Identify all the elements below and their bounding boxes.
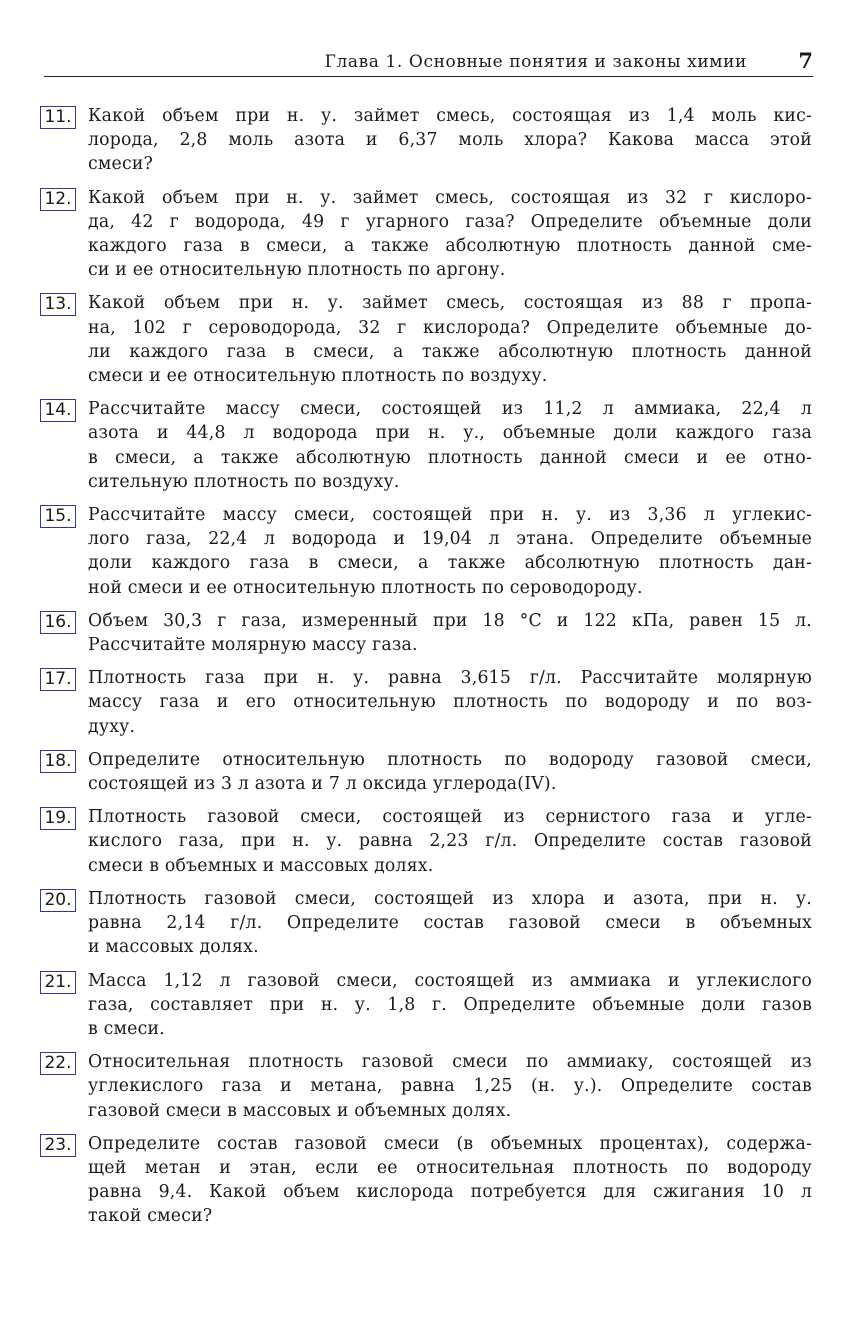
problem-number: 17. <box>40 668 76 691</box>
problem-line: на, 102 г сероводорода, 32 г кислорода? Определите объемные до- <box>88 317 812 338</box>
problem-line: смеси? <box>88 154 154 175</box>
problem-line: газа, составляет при н. у. 1,8 г. Определите объемные доли газов <box>88 994 812 1015</box>
problem-line: Плотность газа при н. у. равна 3,615 г/л. Рассчитайте молярную <box>88 668 812 689</box>
problem-17 <box>40 666 812 739</box>
problem-number: 15. <box>40 505 76 528</box>
problem-line: в смеси. <box>88 1018 165 1039</box>
problem-line: азота и 44,8 л водорода при н. у., объемные доли каждого газа <box>88 423 812 444</box>
problem-line: ли каждого газа в смеси, а также абсолютную плотность данной <box>88 341 812 362</box>
problem-line: Плотность газовой смеси, состоящей из хлора и азота, при н. у. <box>88 888 812 909</box>
problem-line: кислого газа, при н. у. равна 2,23 г/л. Определите состав газовой <box>88 831 812 852</box>
problem-21 <box>40 969 812 1042</box>
problem-line: Определите состав газовой смеси (в объемных процентах), содержа- <box>88 1133 812 1154</box>
problem-line: массу газа и его относительную плотность по водороду и по воз- <box>88 692 812 713</box>
problem-20 <box>40 887 812 960</box>
problem-line: и массовых долях. <box>88 937 259 958</box>
problem-line: газовой смеси в массовых и объемных долях. <box>88 1100 512 1121</box>
problem-line: ной смеси и ее относительную плотность по сероводороду. <box>88 577 643 598</box>
problem-number: 20. <box>40 889 76 912</box>
problem-list <box>40 104 812 1238</box>
problem-line: доли каждого газа в смеси, а также абсолютную плотность дан- <box>88 553 812 574</box>
problem-number: 18. <box>40 750 76 773</box>
running-header <box>44 50 813 77</box>
problem-23 <box>40 1132 812 1229</box>
problem-15 <box>40 503 812 600</box>
problem-line: Объем 30,3 г газа, измеренный при 18 °С и 122 кПа, равен 15 л. <box>88 610 812 631</box>
problem-number: 14. <box>40 399 76 422</box>
problem-line: смеси в объемных и массовых долях. <box>88 855 434 876</box>
problem-18 <box>40 748 812 796</box>
chapter-title: Глава 1. Основные понятия и законы химии <box>324 52 747 72</box>
problem-line: Определите относительную плотность по водороду газовой смеси, <box>88 749 812 770</box>
problem-22 <box>40 1050 812 1123</box>
problem-16 <box>40 609 812 657</box>
problem-line: Рассчитайте массу смеси, состоящей при н. у. из 3,36 л углекис- <box>88 505 812 526</box>
problem-number: 22. <box>40 1052 76 1075</box>
problem-line: духу. <box>88 716 136 737</box>
problem-line: Рассчитайте молярную массу газа. <box>88 635 418 656</box>
problem-number: 21. <box>40 971 76 994</box>
problem-line: Масса 1,12 л газовой смеси, состоящей из аммиака и углекислого <box>88 970 812 991</box>
problem-line: каждого газа в смеси, а также абсолютную плотность данной сме- <box>88 236 812 257</box>
problem-19 <box>40 805 812 878</box>
problem-line: углекислого газа и метана, равна 1,25 (н. у.). Определите состав <box>88 1076 812 1097</box>
problem-line: Рассчитайте массу смеси, состоящей из 11,2 л аммиака, 22,4 л <box>88 399 812 420</box>
problem-13 <box>40 291 812 388</box>
problem-line: Плотность газовой смеси, состоящей из сернистого газа и угле- <box>88 807 812 828</box>
page-number: 7 <box>798 48 813 73</box>
problem-line: щей метан и этан, если ее относительная плотность по водороду <box>88 1157 812 1178</box>
problem-number: 11. <box>40 106 76 129</box>
problem-line: смеси и ее относительную плотность по воздуху. <box>88 366 548 387</box>
problem-number: 13. <box>40 293 76 316</box>
problem-number: 23. <box>40 1134 76 1157</box>
problem-number: 19. <box>40 807 76 830</box>
problem-line: равна 9,4. Какой объем кислорода потребуется для сжигания 10 л <box>88 1182 812 1203</box>
problem-line: сительную плотность по воздуху. <box>88 471 400 492</box>
problem-line: состоящей из 3 л азота и 7 л оксида углерода(IV). <box>88 774 557 795</box>
problem-line: Какой объем при н. у. займет смесь, состоящая из 88 г пропа- <box>88 293 812 314</box>
problem-14 <box>40 397 812 494</box>
problem-line: Какой объем при н. у. займет смесь, состоящая из 32 г кислоро- <box>88 187 812 208</box>
problem-line: лорода, 2,8 моль азота и 6,37 моль хлора? Какова масса этой <box>88 130 812 151</box>
problem-line: си и ее относительную плотность по аргону. <box>88 260 506 281</box>
problem-line: Какой объем при н. у. займет смесь, состоящая из 1,4 моль кис- <box>88 106 812 126</box>
problem-11 <box>40 104 812 177</box>
problem-line: равна 2,14 г/л. Определите состав газовой смеси в объемных <box>88 913 812 934</box>
problem-number: 12. <box>40 188 76 211</box>
problem-line: лого газа, 22,4 л водорода и 19,04 л этана. Определите объемные <box>88 529 812 550</box>
problem-number: 16. <box>40 611 76 634</box>
problem-12 <box>40 186 812 283</box>
problem-line: в смеси, а также абсолютную плотность данной смеси и ее отно- <box>88 447 812 468</box>
problem-line: да, 42 г водорода, 49 г угарного газа? Определите объемные доли <box>88 211 812 232</box>
problem-line: такой смеси? <box>88 1206 213 1227</box>
problem-line: Относительная плотность газовой смеси по аммиаку, состоящей из <box>88 1052 812 1073</box>
